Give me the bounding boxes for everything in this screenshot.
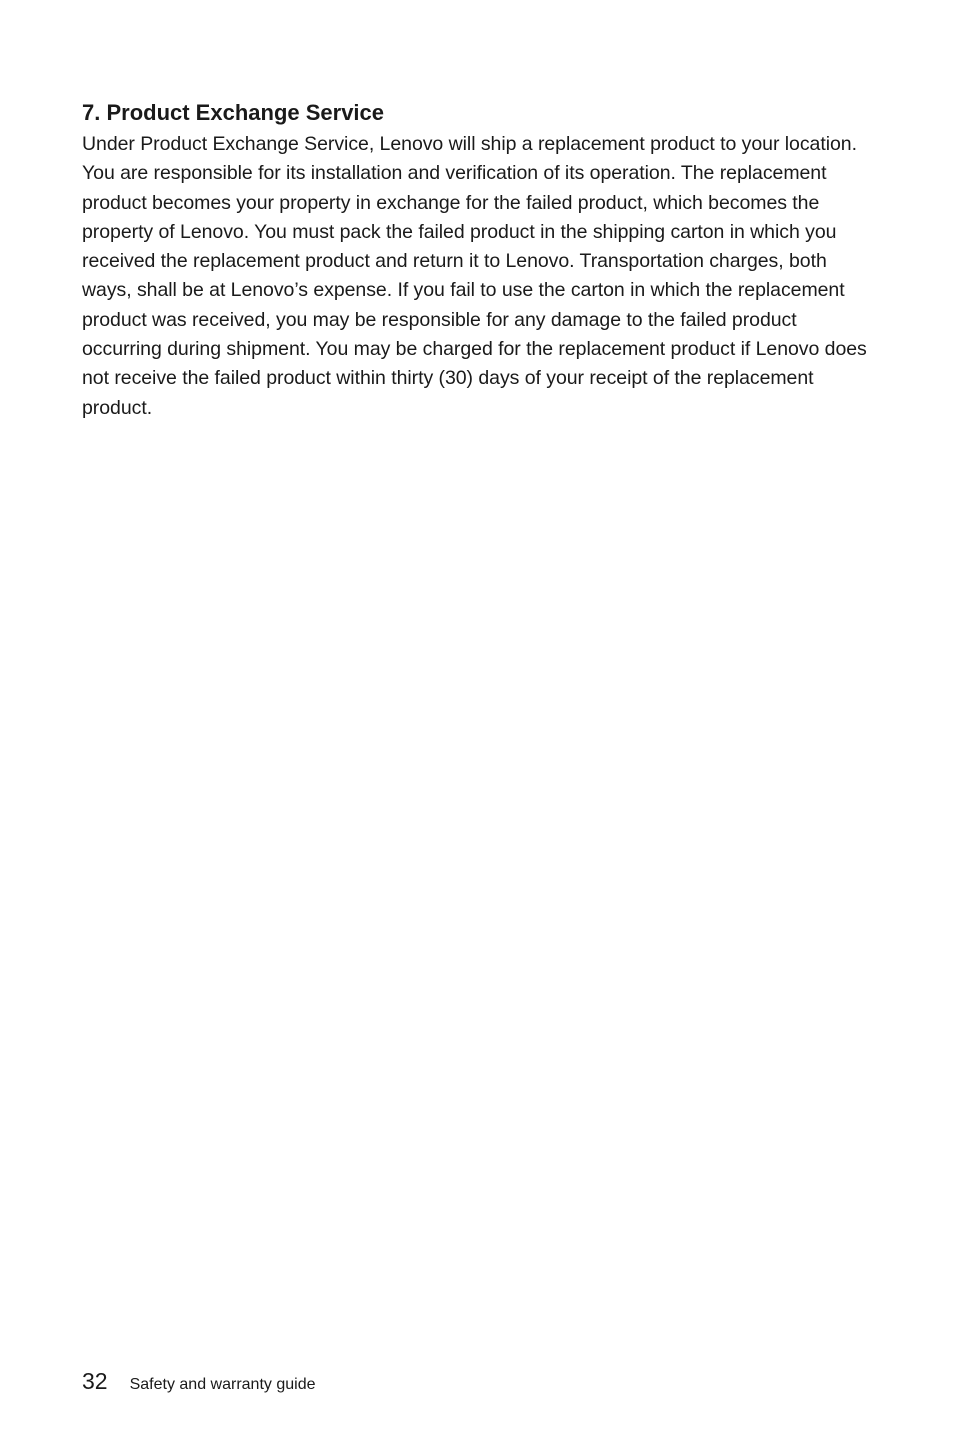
product-exchange-section — [82, 98, 872, 423]
page-footer — [82, 1366, 315, 1398]
section-paragraph: Under Product Exchange Service, Lenovo will ship a replacement product to your location. You are responsible for its installation and verification of its operation. The replacement product becomes your property in exchange for the failed product, which becomes the property of Lenovo. You must pack the failed product in the shipping carton in which you received the replacement product and return it to Lenovo. Transportation charges, both ways, shall be at Lenovo’s expense. If you fail to use the carton in which the replacement product was received, you may be responsible for any damage to the failed product occurring during shipment. You may be charged for the replacement product if Lenovo does not receive the failed product within thirty (30) days of your receipt of the replacement product. — [82, 133, 867, 419]
document-title-footer: Safety and warranty guide — [129, 1376, 316, 1393]
section-heading: 7. Product Exchange Service — [82, 100, 385, 125]
page-number: 32 — [82, 1368, 108, 1394]
